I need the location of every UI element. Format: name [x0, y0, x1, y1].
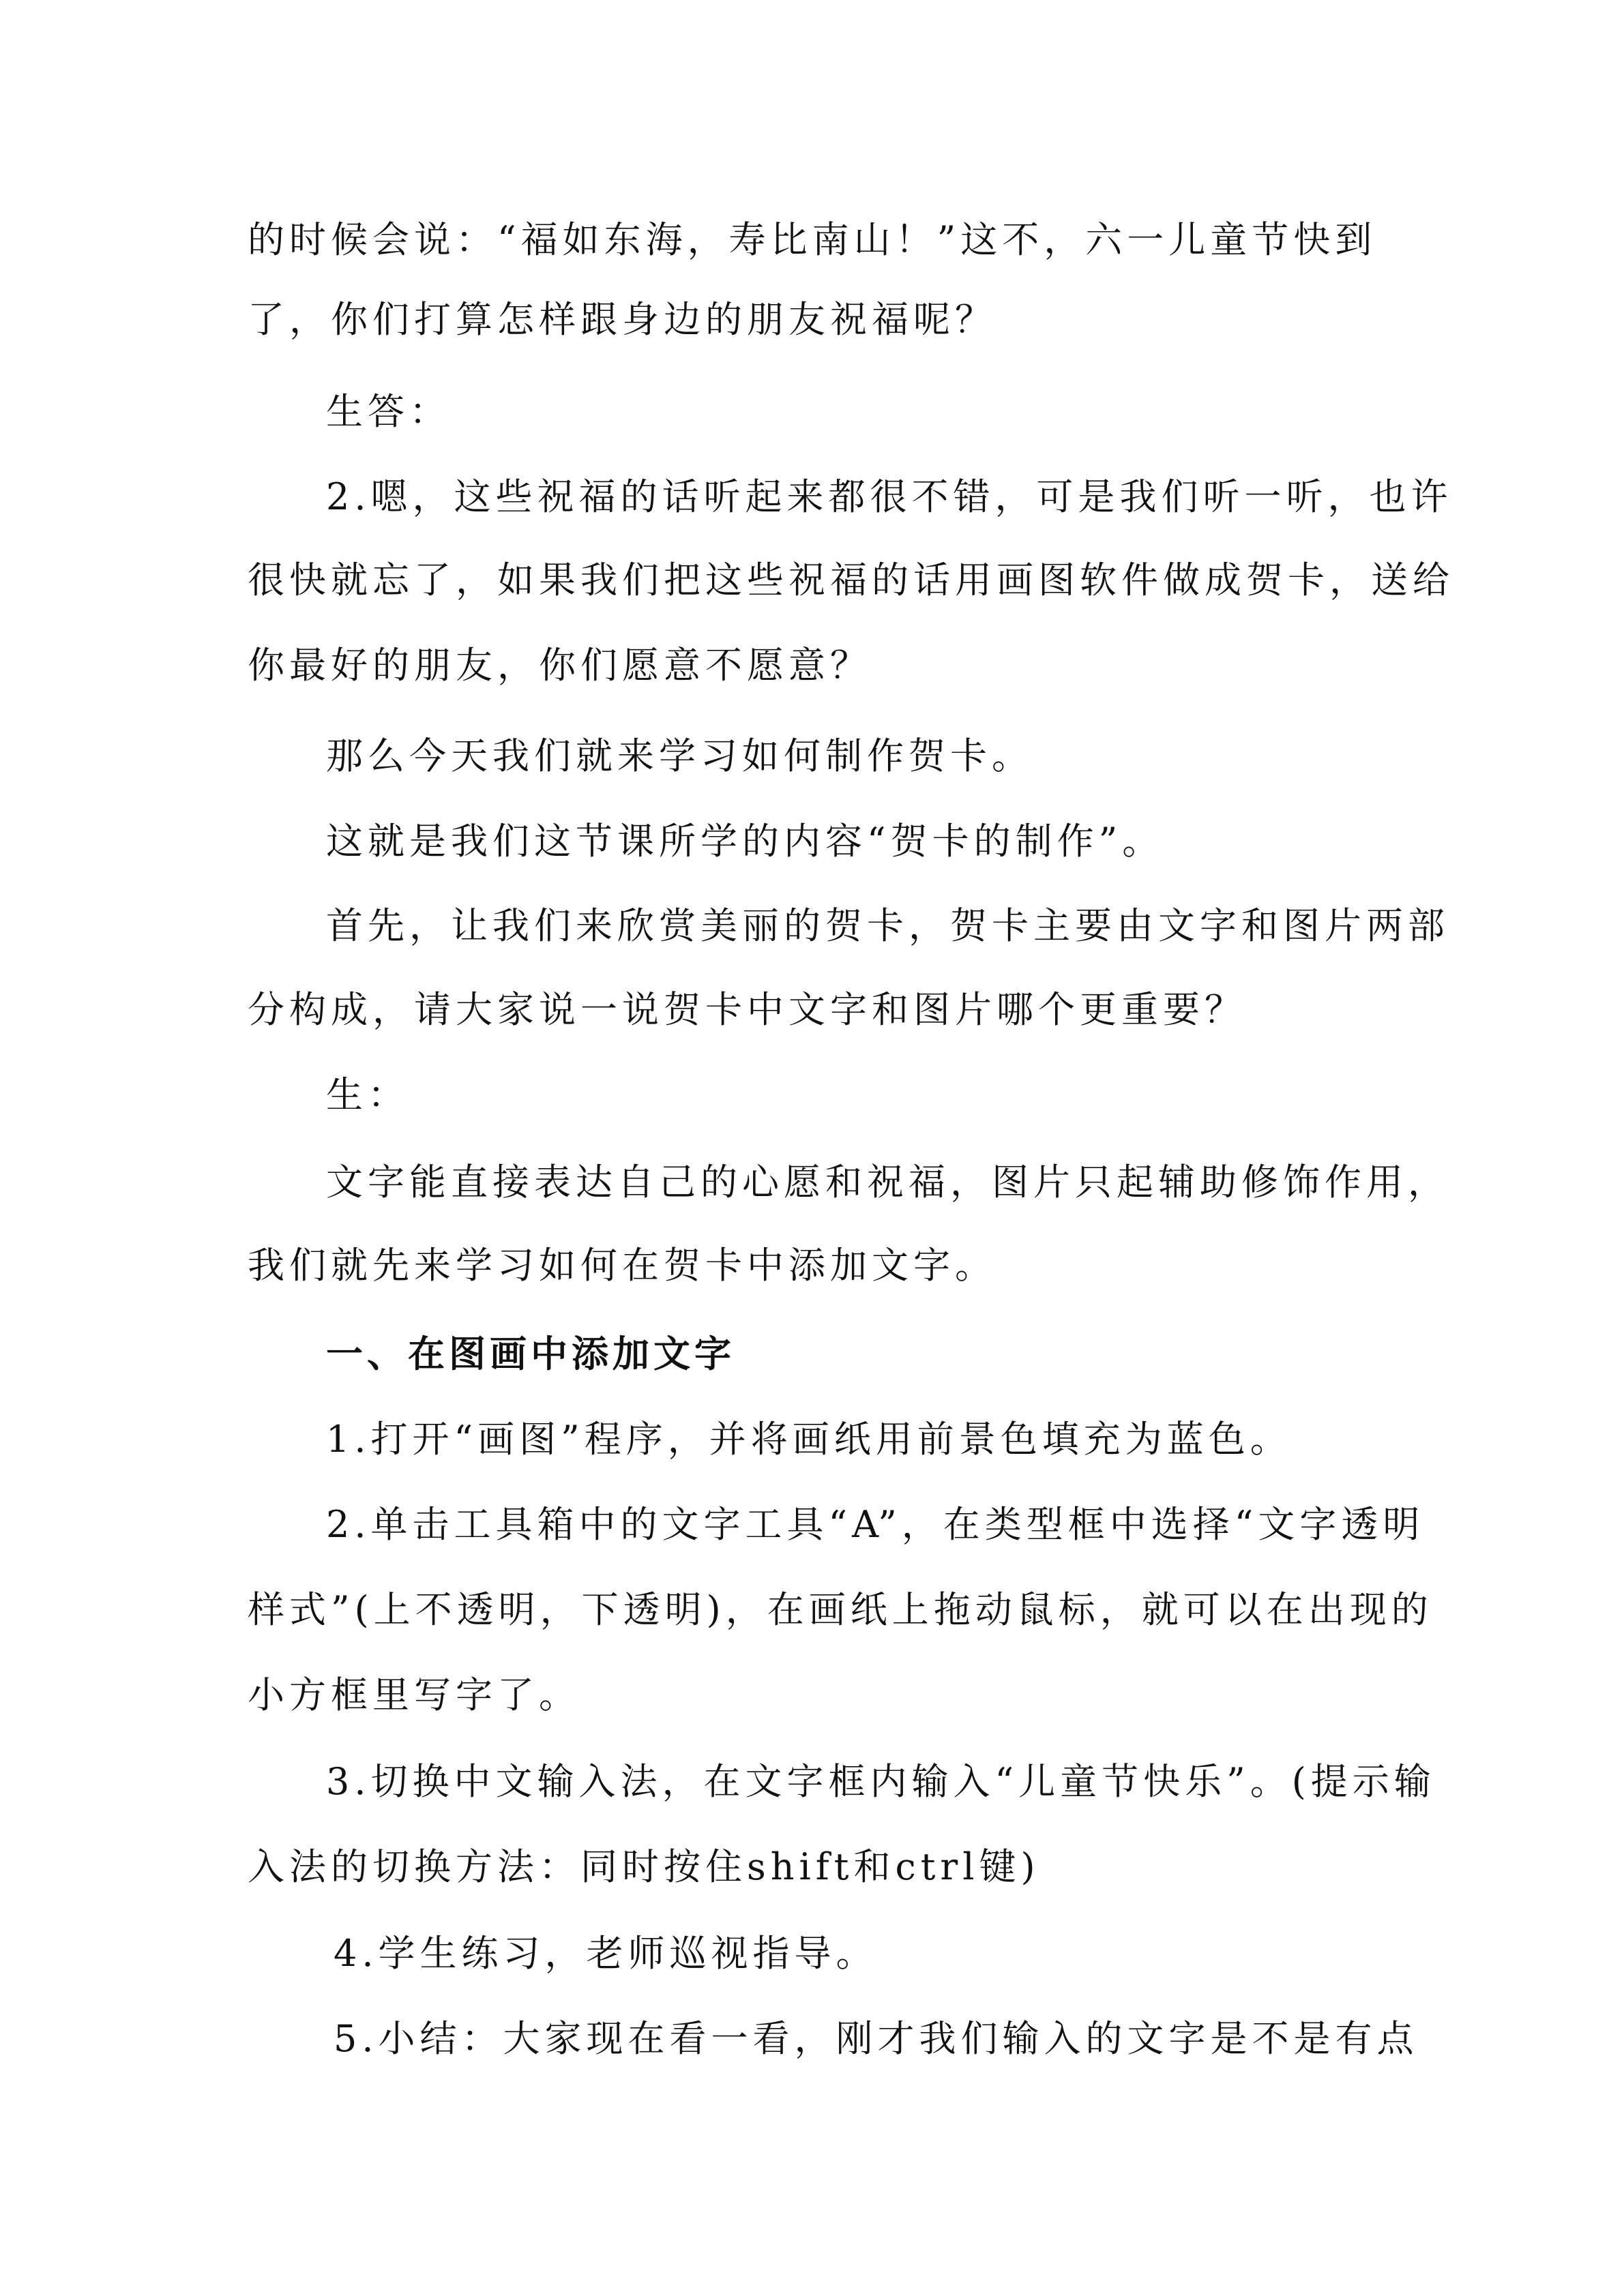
paragraph-line: 生答：	[326, 390, 451, 433]
paragraph-line: 你最好的朋友，你们愿意不愿意？	[248, 644, 872, 687]
paragraph-line: 我们就先来学习如何在贺卡中添加文字。	[248, 1244, 996, 1287]
paragraph-line: 那么今天我们就来学习如何制作贺卡。	[326, 734, 1033, 777]
paragraph-line: 1.打开“画图”程序，并将画纸用前景色填充为蓝色。	[326, 1418, 1292, 1461]
paragraph-line: 这就是我们这节课所学的内容“贺卡的制作”。	[326, 820, 1164, 863]
paragraph-line: 2.嗯，这些祝福的话听起来都很不错，可是我们听一听，也许	[326, 475, 1453, 518]
paragraph-line: 5.小结：大家现在看一看，刚才我们输入的文字是不是有点	[334, 2017, 1419, 2060]
paragraph-line: 的时候会说：“福如东海，寿比南山！”这不，六一儿童节快到	[248, 218, 1377, 261]
paragraph-line: 了，你们打算怎样跟身边的朋友祝福呢？	[248, 298, 996, 341]
paragraph-line: 4.学生练习，老师巡视指导。	[334, 1932, 878, 1975]
paragraph-line: 入法的切换方法：同时按住shift和ctrl键)	[248, 1845, 1040, 1888]
section-heading: 一、在图画中添加文字	[326, 1332, 735, 1375]
paragraph-line: 很快就忘了，如果我们把这些祝福的话用画图软件做成贺卡，送给	[248, 558, 1454, 601]
paragraph-line: 首先，让我们来欣赏美丽的贺卡，贺卡主要由文字和图片两部	[326, 904, 1449, 947]
paragraph-line: 2.单击工具箱中的文字工具“A”，在类型框中选择“文字透明	[326, 1503, 1425, 1546]
paragraph-line: 生：	[326, 1073, 409, 1116]
paragraph-line: 小方框里写字了。	[248, 1673, 580, 1716]
paragraph-line: 样式”(上不透明，下透明)，在画纸上拖动鼠标，就可以在出现的	[248, 1588, 1433, 1631]
paragraph-line: 分构成，请大家说一说贺卡中文字和图片哪个更重要？	[248, 988, 1246, 1031]
paragraph-line: 文字能直接表达自己的心愿和祝福，图片只起辅助修饰作用，	[326, 1161, 1449, 1204]
paragraph-line: 3.切换中文输入法，在文字框内输入“儿童节快乐”。(提示输	[326, 1760, 1436, 1803]
